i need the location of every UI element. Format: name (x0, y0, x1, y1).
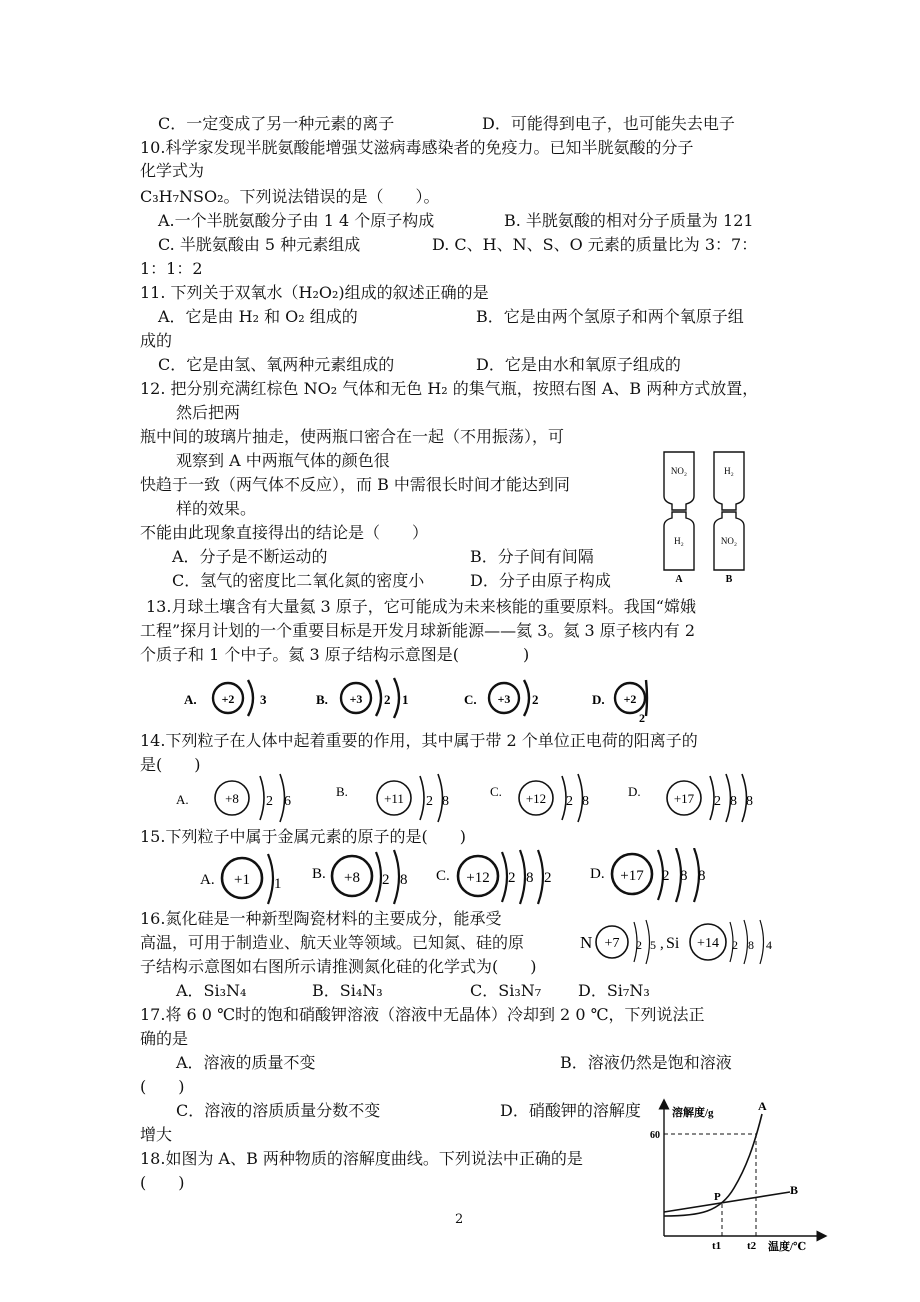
q10-option-b: B. 半胱氨酸的相对分子质量为 121 (504, 211, 754, 230)
option-label: D. (590, 866, 605, 882)
q12-stem-7: 不能由此现象直接得出的结论是（ ） (140, 523, 429, 542)
jar-a-bottom-label: H₂ (674, 536, 684, 546)
y-tick-60: 60 (650, 1130, 660, 1141)
electron-shell-arc (502, 852, 507, 902)
x-tick-t1: t1 (712, 1240, 722, 1252)
n-nucleus-charge: +7 (604, 936, 620, 951)
jar-a-top (664, 452, 694, 510)
q15-stem: 15.下列粒子中属于金属元素的原子的是( ) (140, 827, 466, 846)
shell-electrons: 8 (582, 794, 589, 809)
q13-option-b[interactable] (316, 678, 409, 718)
q12-option-d: D．分子由原子构成 (470, 571, 611, 590)
q16-stem-3: 子结构示意图如右图所示请推测氮化硅的化学式为( ) (140, 957, 537, 976)
option-label: A. (176, 792, 189, 807)
q10-stem-1: 10.科学家发现半胱氨酸能增强艾滋病毒感染者的免疫力。已知半胱氨酸的分子 (140, 138, 694, 157)
q16-stem-2: 高温，可用于制造业、航天业等领域。已知氮、硅的原 (140, 933, 525, 952)
shell-electrons: 2 (384, 692, 391, 707)
shell-electrons: 8 (680, 868, 688, 884)
q12-stem-2: 然后把两 (176, 403, 241, 422)
q15-option-a[interactable] (200, 854, 282, 904)
x-axis-label: 温度/℃ (768, 1241, 807, 1253)
shell-electrons: 2 (566, 794, 573, 809)
q13-stem-3: 个质子和 1 个中子。氦 3 原子结构示意图是( ) (140, 645, 530, 664)
nucleus-charge: +12 (525, 791, 547, 806)
q12-option-b: B．分子间有间隔 (470, 547, 594, 566)
n-shell-1: 2 (636, 938, 642, 952)
shell-electrons: 8 (746, 794, 753, 809)
jar-b-top (714, 452, 744, 510)
y-axis-label: 溶解度/g (672, 1107, 714, 1119)
nucleus-charge: +2 (623, 692, 637, 706)
q14-option-b[interactable] (336, 774, 449, 822)
nucleus-charge: +12 (466, 870, 490, 886)
q17-option-c: C．溶液的溶质质量分数不变 (176, 1101, 381, 1120)
shell-electrons: 2 (382, 872, 390, 888)
shell-electrons: 8 (400, 872, 408, 888)
shell-electrons: 2 (532, 692, 539, 707)
shell-electrons: 8 (442, 794, 449, 809)
electron-shell-arc (394, 850, 399, 904)
q14-stem-1: 14.下列粒子在人体中起着重要的作用，其中属于带 2 个单位正电荷的阳离子的 (140, 731, 698, 750)
q17-option-b: B．溶液仍然是饱和溶液 (560, 1053, 732, 1072)
electron-shell-arc (646, 920, 650, 964)
n-shell-2: 5 (650, 938, 656, 952)
electron-shell-arc (248, 680, 253, 716)
jar-b-bottom-label: NO₂ (720, 536, 738, 546)
q12-option-c: C．氢气的密度比二氧化氮的密度小 (172, 571, 425, 590)
si-shell-3: 4 (766, 938, 772, 952)
nucleus-charge: +3 (349, 692, 363, 706)
q11-stem: 11. 下列关于双氧水（H₂O₂)组成的叙述正确的是 (140, 283, 489, 302)
q10-stem-2: 化学式为 (140, 161, 205, 180)
series-b-label: B (790, 1183, 799, 1197)
nucleus-charge: +8 (225, 791, 239, 806)
shell-electrons: 8 (526, 870, 534, 886)
q15-options-figure (198, 848, 718, 906)
shell-electrons: 2 (508, 870, 516, 886)
series-a-label: A (758, 1099, 767, 1113)
shell-electrons: 2 (662, 868, 670, 884)
shell-electrons: 1 (274, 876, 282, 892)
q12-stem-4: 观察到 A 中两瓶气体的颜色很 (176, 451, 390, 470)
option-label: B. (312, 866, 326, 882)
shell-electrons: 1 (402, 692, 409, 707)
electron-shell-arc (538, 850, 543, 904)
q18-stem-2: ( ) (140, 1173, 185, 1192)
nucleus-charge: +8 (344, 870, 360, 886)
nucleus-charge: +1 (234, 872, 250, 888)
n-symbol: N (580, 933, 593, 952)
q10-option-c: C. 半胱氨酸由 5 种元素组成 (158, 235, 361, 254)
q18-stem-1: 18.如图为 A、B 两种物质的溶解度曲线。下列说法中正确的是 (140, 1149, 583, 1168)
q9-option-c: C．一定变成了另一种元素的离子 (158, 114, 395, 133)
q14-option-c[interactable] (490, 774, 589, 822)
nucleus-charge: +17 (673, 791, 695, 806)
shell-electrons: 3 (260, 692, 267, 707)
q13-options-figure (180, 672, 650, 726)
shell-electrons: 6 (284, 794, 291, 809)
shell-electrons: 2 (639, 711, 645, 725)
shell-electrons: 8 (698, 868, 706, 884)
q9-option-d: D．可能得到电子，也可能失去电子 (482, 114, 735, 133)
electron-shell-arc (268, 854, 273, 904)
solubility-chart (650, 1096, 830, 1256)
q17-option-a: A．溶液的质量不变 (176, 1053, 316, 1072)
q15-option-d[interactable] (590, 848, 706, 902)
q17-option-d-cont: 增大 (140, 1125, 173, 1144)
option-label: C. (464, 692, 477, 707)
q10-stem-3: C₃H₇NSO₂。下列说法错误的是（ ）。 (140, 187, 440, 206)
nucleus-charge: +2 (221, 692, 235, 706)
q13-stem-1: 13.月球土壤含有大量氦 3 原子，它可能成为未来核能的重要原料。我国“嫦娥 (146, 597, 696, 616)
q14-option-a[interactable] (176, 774, 291, 822)
electron-shell-arc (376, 680, 381, 716)
nucleus-charge: +3 (497, 692, 511, 706)
series-a-curve (664, 1114, 762, 1216)
electron-shell-arc (420, 776, 424, 820)
q12-stem-1: 12. 把分别充满红棕色 NO₂ 气体和无色 H₂ 的集气瓶，按照右图 A、B 两种方式放置， (140, 379, 759, 398)
q11-option-d: D．它是由水和氧原子组成的 (476, 355, 681, 374)
option-label: C. (490, 784, 502, 799)
jar-b-top-label: H₂ (724, 466, 734, 476)
q16-option-d: D．Si₇N₃ (578, 981, 650, 1000)
separator: , (660, 936, 664, 952)
q13-option-d[interactable] (592, 680, 647, 725)
q16-n-si-figure (580, 916, 780, 966)
series-b-line (664, 1192, 790, 1212)
option-label: B. (316, 692, 328, 707)
q11-option-c: C．它是由氢、氧两种元素组成的 (158, 355, 395, 374)
q15-option-b[interactable] (312, 850, 408, 904)
q15-option-c[interactable] (436, 850, 552, 904)
option-label: D. (592, 692, 605, 707)
q11-option-b: B．它是由两个氢原子和两个氧原子组 (476, 307, 744, 326)
q11-option-b-cont: 成的 (140, 331, 173, 350)
q16-stem-1: 16.氮化硅是一种新型陶瓷材料的主要成分，能承受 (140, 909, 502, 928)
option-label: A. (200, 872, 215, 888)
q12-gas-jar-figure (652, 448, 764, 584)
q17-option-d: D．硝酸钾的溶解度 (500, 1101, 641, 1120)
option-label: B. (336, 784, 348, 799)
q10-option-a: A.一个半胱氨酸分子由 1 4 个原子构成 (158, 211, 435, 230)
q10-option-d: D. C、H、N、S、O 元素的质量比为 3：7： (432, 235, 758, 254)
q13-stem-2: 工程”探月计划的一个重要目标是开发月球新能源——氦 3。氦 3 原子核内有 2 (140, 621, 696, 640)
jar-a-top-label: NO₂ (670, 466, 688, 476)
jar-a-caption: A (675, 574, 683, 584)
q16-option-a: A．Si₃N₄ (176, 981, 247, 1000)
q12-option-a: A．分子是不断运动的 (172, 547, 328, 566)
shell-electrons: 2 (544, 870, 552, 886)
page-number: 2 (455, 1212, 464, 1227)
nucleus-charge: +11 (384, 791, 404, 806)
option-label: D. (628, 784, 641, 799)
q16-option-c: C．Si₃N₇ (470, 981, 542, 1000)
electron-shell-arc (520, 850, 525, 904)
q10-option-d-cont: 1：1：2 (140, 259, 203, 278)
electron-shell-arc (376, 852, 381, 902)
q17-stem-1: 17.将 6 0 ℃时的饱和硝酸钾溶液（溶液中无晶体）冷却到 2 0 ℃，下列说法正 (140, 1005, 705, 1024)
x-tick-t2: t2 (747, 1240, 757, 1252)
q12-stem-6: 样的效果。 (176, 499, 257, 518)
q17-option-b-cont: ( ) (140, 1077, 185, 1096)
intersection-label: P (714, 1191, 721, 1203)
electron-shell-arc (394, 678, 399, 718)
q12-stem-5: 快趋于一致（两气体不反应），而 B 中需很长时间才能达到同 (140, 475, 570, 494)
q14-stem-2: 是( ) (140, 755, 201, 774)
option-label: C. (436, 868, 450, 884)
si-shell-1: 2 (732, 938, 738, 952)
si-shell-2: 8 (748, 938, 754, 952)
q17-stem-2: 确的是 (140, 1029, 189, 1048)
q13-option-a[interactable] (184, 680, 267, 716)
electron-shell-arc (524, 680, 529, 716)
electron-shell-arc (760, 920, 764, 964)
q11-option-a: A．它是由 H₂ 和 O₂ 组成的 (158, 307, 358, 326)
electron-shell-arc (744, 920, 748, 964)
shell-electrons: 2 (266, 794, 273, 809)
jar-b-caption: B (725, 574, 733, 584)
nucleus-charge: +17 (620, 868, 644, 884)
q12-stem-3: 瓶中间的玻璃片抽走，使两瓶口密合在一起（不用振荡），可 (140, 427, 565, 446)
shell-electrons: 2 (714, 794, 721, 809)
q16-option-b: B．Si₄N₃ (312, 981, 383, 1000)
shell-electrons: 2 (426, 794, 433, 809)
option-label: A. (184, 692, 197, 707)
electron-shell-arc (646, 680, 647, 716)
q14-options-figure (176, 772, 776, 826)
si-symbol: Si (666, 935, 680, 952)
si-nucleus-charge: +14 (697, 936, 719, 951)
shell-electrons: 8 (730, 794, 737, 809)
q14-option-d[interactable] (628, 774, 753, 822)
electron-shell-arc (260, 776, 264, 820)
q13-option-c[interactable] (464, 680, 539, 716)
